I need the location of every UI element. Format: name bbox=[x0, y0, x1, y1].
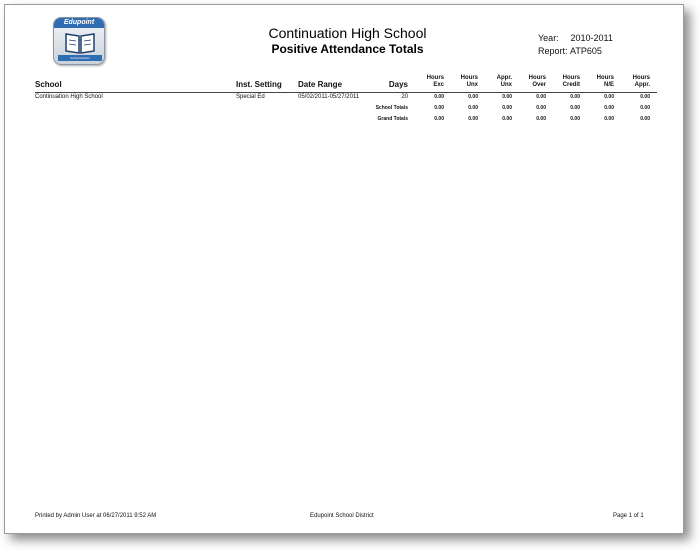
grand-totals-hours-unx: 0.00 bbox=[468, 116, 478, 122]
col-hours-exc bbox=[418, 75, 444, 89]
year-info bbox=[538, 33, 613, 43]
footer-district: Edupoint School District bbox=[310, 513, 374, 519]
report-title: Positive Attendance Totals bbox=[271, 42, 424, 56]
grand-totals-appr-unx: 0.00 bbox=[502, 116, 512, 122]
col-hours-appr-l2: Appr. bbox=[634, 82, 650, 88]
col-hours-unx-l1: Hours bbox=[460, 75, 478, 81]
school-totals-hours-exc: 0.00 bbox=[434, 105, 444, 111]
school-totals-label: School Totals bbox=[375, 105, 408, 111]
school-totals-appr-unx: 0.00 bbox=[502, 105, 512, 111]
col-hours-credit-l2: Credit bbox=[562, 82, 580, 88]
row-hours-unx: 0.00 bbox=[468, 94, 478, 100]
grand-totals-hours-ne: 0.00 bbox=[604, 116, 614, 122]
logo-tagline: School District bbox=[58, 55, 102, 61]
col-hours-appr-l1: Hours bbox=[632, 75, 650, 81]
report-value: ATP605 bbox=[570, 46, 602, 56]
year-value: 2010-2011 bbox=[570, 33, 613, 43]
col-hours-exc-l1: Hours bbox=[426, 75, 444, 81]
col-hours-over-l1: Hours bbox=[528, 75, 546, 81]
col-hours-exc-l2: Exc bbox=[433, 82, 444, 88]
col-hours-ne-l1: Hours bbox=[596, 75, 614, 81]
logo-brand: Edupoint bbox=[54, 18, 104, 28]
year-label: Year: bbox=[538, 33, 559, 43]
col-hours-ne bbox=[588, 75, 614, 89]
row-hours-appr: 0.00 bbox=[640, 94, 650, 100]
row-appr-unx: 0.00 bbox=[502, 94, 512, 100]
book-icon bbox=[64, 31, 96, 55]
school-totals-hours-ne: 0.00 bbox=[604, 105, 614, 111]
report-label: Report: bbox=[538, 46, 568, 56]
col-date-range: Date Range bbox=[298, 80, 343, 89]
school-name-title: Continuation High School bbox=[268, 25, 427, 41]
col-inst-setting: Inst. Setting bbox=[236, 80, 282, 89]
row-hours-ne: 0.00 bbox=[604, 94, 614, 100]
col-hours-appr bbox=[624, 75, 650, 89]
col-hours-unx-l2: Unx bbox=[466, 82, 478, 88]
col-appr-unx-l2: Unx bbox=[500, 82, 512, 88]
col-days: Days bbox=[388, 80, 408, 89]
row-days: 20 bbox=[401, 94, 408, 100]
row-date-range: 05/02/2011-05/27/2011 bbox=[298, 94, 360, 100]
col-hours-credit bbox=[554, 75, 580, 89]
grand-totals-hours-credit: 0.00 bbox=[570, 116, 580, 122]
report-page bbox=[4, 4, 684, 534]
grand-totals-hours-exc: 0.00 bbox=[434, 116, 444, 122]
row-hours-exc: 0.00 bbox=[434, 94, 444, 100]
row-inst-setting: Special Ed bbox=[236, 94, 265, 100]
footer-page-number: Page 1 of 1 bbox=[613, 513, 644, 519]
header-divider bbox=[35, 92, 657, 93]
col-hours-credit-l1: Hours bbox=[562, 75, 580, 81]
report-info bbox=[538, 46, 602, 56]
col-hours-unx bbox=[452, 75, 478, 89]
grand-totals-hours-over: 0.00 bbox=[536, 116, 546, 122]
row-school: Continuation High School bbox=[35, 94, 103, 100]
row-hours-credit: 0.00 bbox=[570, 94, 580, 100]
col-school: School bbox=[35, 80, 62, 89]
col-appr-unx-l1: Appr. bbox=[496, 75, 512, 81]
school-totals-hours-appr: 0.00 bbox=[640, 105, 650, 111]
grand-totals-label: Grand Totals bbox=[377, 116, 408, 122]
col-hours-over-l2: Over bbox=[532, 82, 546, 88]
edupoint-logo bbox=[53, 17, 105, 65]
row-hours-over: 0.00 bbox=[536, 94, 546, 100]
col-hours-over bbox=[520, 75, 546, 89]
col-hours-ne-l2: N/E bbox=[603, 82, 614, 88]
col-appr-unx bbox=[486, 75, 512, 89]
school-totals-hours-over: 0.00 bbox=[536, 105, 546, 111]
grand-totals-hours-appr: 0.00 bbox=[640, 116, 650, 122]
school-totals-hours-unx: 0.00 bbox=[468, 105, 478, 111]
school-totals-hours-credit: 0.00 bbox=[570, 105, 580, 111]
footer-printed-by: Printed by Admin User at 06/27/2011 9:52 AM bbox=[35, 513, 157, 519]
